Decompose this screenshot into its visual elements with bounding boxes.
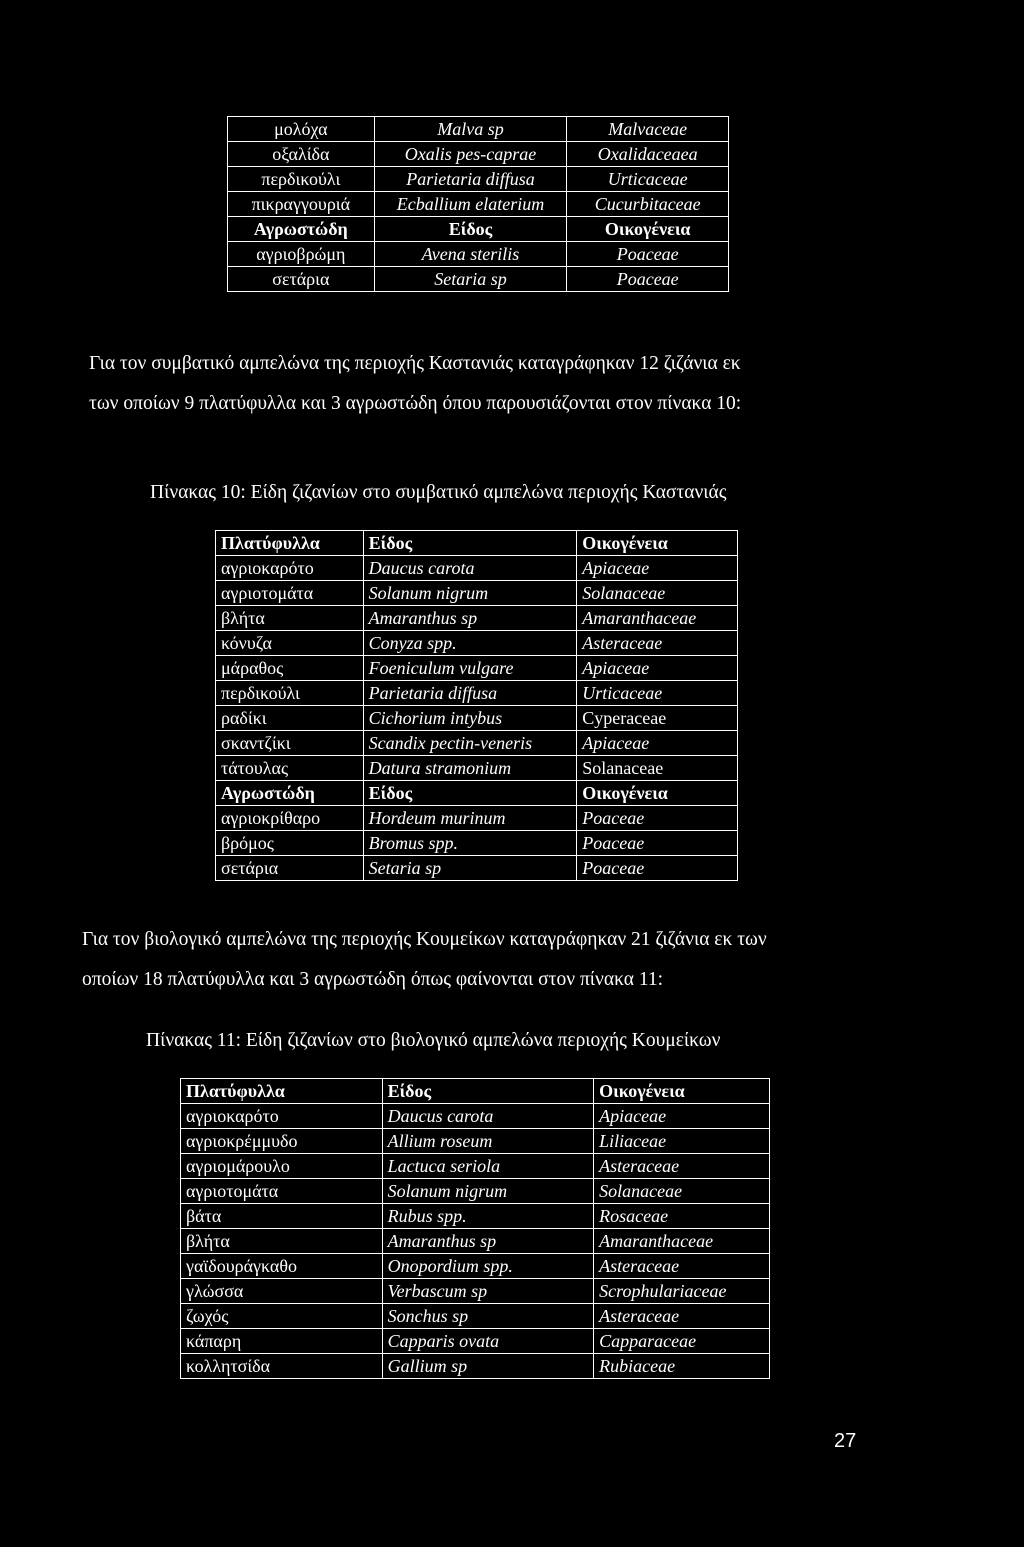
species-cell: Oxalis pes-caprae [374,142,567,167]
table-row [216,606,738,631]
table-row [181,1204,770,1229]
table-row [228,142,729,167]
species-cell: Amaranthus sp [363,606,577,631]
species-cell: Solanum nigrum [382,1179,594,1204]
family-cell: Asteraceae [577,631,738,656]
table-row [216,631,738,656]
family-cell: Cucurbitaceae [567,192,729,217]
family-cell: Asteraceae [594,1304,770,1329]
family-cell: Apiaceae [577,656,738,681]
species-cell: Verbascum sp [382,1279,594,1304]
table-row [216,681,738,706]
family-cell: Scrophulariaceae [594,1279,770,1304]
species-cell: Conyza spp. [363,631,577,656]
common-name-cell: αγριοκρίθαρο [216,806,364,831]
family-cell: Apiaceae [577,556,738,581]
table-11-caption: Πίνακας 11: Είδη ζιζανίων στο βιολογικό αμπελώνα περιοχής Κουμείκων [146,1030,721,1051]
paragraph-koumeikon [82,930,767,950]
family-cell: Οικογένεια [577,531,738,556]
family-cell: Oxalidaceaea [567,142,729,167]
common-name-cell: ραδίκι [216,706,364,731]
table-10 [215,530,738,881]
family-cell: Solanaceae [577,581,738,606]
table-row [181,1154,770,1179]
paragraph-kastanias-cont [89,394,741,414]
family-cell: Amaranthaceae [577,606,738,631]
table-row [216,856,738,881]
family-cell: Liliaceae [594,1129,770,1154]
common-name-cell: γαϊδουράγκαθο [181,1254,383,1279]
common-name-cell: Πλατύφυλλα [216,531,364,556]
table-row [181,1129,770,1154]
family-cell: Poaceae [577,831,738,856]
species-cell: Είδος [363,781,577,806]
paragraph-kastanias [89,354,741,374]
species-cell: Είδος [363,531,577,556]
species-cell: Είδος [382,1079,594,1104]
family-cell: Solanaceae [577,756,738,781]
species-cell: Foeniculum vulgare [363,656,577,681]
species-cell: Rubus spp. [382,1204,594,1229]
family-cell: Cyperaceae [577,706,738,731]
common-name-cell: βλήτα [216,606,364,631]
species-cell: Avena sterilis [374,242,567,267]
table-row [181,1329,770,1354]
common-name-cell: βλήτα [181,1229,383,1254]
page-number: 27 [834,1430,857,1452]
table-row [216,656,738,681]
family-cell: Poaceae [567,267,729,292]
common-name-cell: περδικούλι [228,167,375,192]
common-name-cell: βάτα [181,1204,383,1229]
table-9-continuation [227,116,729,292]
table-row [228,167,729,192]
table-row [216,581,738,606]
common-name-cell: αγριοκαρότο [216,556,364,581]
paragraph-line: οποίων 18 πλατύφυλλα και 3 αγρωστώδη όπως φαίνονται στον πίνακα 11: [82,969,664,990]
family-cell: Rubiaceae [594,1354,770,1379]
table-row [216,806,738,831]
species-cell: Bromus spp. [363,831,577,856]
common-name-cell: σετάρια [228,267,375,292]
species-cell: Parietaria diffusa [363,681,577,706]
family-cell: Οικογένεια [577,781,738,806]
table-11-body [181,1079,770,1379]
family-cell: Οικογένεια [567,217,729,242]
species-cell: Parietaria diffusa [374,167,567,192]
species-cell: Cichorium intybus [363,706,577,731]
table-9-body [228,117,729,292]
species-cell: Daucus carota [382,1104,594,1129]
common-name-cell: αγριοβρώμη [228,242,375,267]
table-row [216,731,738,756]
common-name-cell: σκαντζίκι [216,731,364,756]
common-name-cell: μάραθος [216,656,364,681]
common-name-cell: σετάρια [216,856,364,881]
table-row [228,242,729,267]
table-row [181,1179,770,1204]
paragraph-line: Για τον βιολογικό αμπελώνα της περιοχής Κουμείκων καταγράφηκαν 21 ζιζάνια εκ των [82,929,767,950]
species-cell: Onopordium spp. [382,1254,594,1279]
paragraph-koumeikon-cont [82,970,663,990]
family-cell: Urticaceae [577,681,738,706]
species-cell: Setaria sp [374,267,567,292]
common-name-cell: Αγρωστώδη [228,217,375,242]
family-cell: Poaceae [577,856,738,881]
species-cell: Setaria sp [363,856,577,881]
common-name-cell: Αγρωστώδη [216,781,364,806]
species-cell: Solanum nigrum [363,581,577,606]
family-cell: Malvaceae [567,117,729,142]
species-cell: Daucus carota [363,556,577,581]
table-row [181,1279,770,1304]
common-name-cell: τάτουλας [216,756,364,781]
species-cell: Amaranthus sp [382,1229,594,1254]
common-name-cell: οξαλίδα [228,142,375,167]
species-cell: Datura stramonium [363,756,577,781]
table-header-row [181,1079,770,1104]
family-cell: Poaceae [577,806,738,831]
family-cell: Apiaceae [594,1104,770,1129]
common-name-cell: ζωχός [181,1304,383,1329]
table-header-row [228,217,729,242]
family-cell: Apiaceae [577,731,738,756]
table-10-body [216,531,738,881]
family-cell: Asteraceae [594,1254,770,1279]
table-row [216,831,738,856]
family-cell: Solanaceae [594,1179,770,1204]
table-row [216,756,738,781]
paragraph-line: Για τον συμβατικό αμπελώνα της περιοχής Καστανιάς καταγράφηκαν 12 ζιζάνια εκ [89,353,741,374]
species-cell: Ecballium elaterium [374,192,567,217]
table-row [216,556,738,581]
common-name-cell: πικραγγουριά [228,192,375,217]
common-name-cell: κολλητσίδα [181,1354,383,1379]
species-cell: Sonchus sp [382,1304,594,1329]
common-name-cell: αγριοκαρότο [181,1104,383,1129]
family-cell: Οικογένεια [594,1079,770,1104]
family-cell: Poaceae [567,242,729,267]
species-cell: Hordeum murinum [363,806,577,831]
table-row [181,1354,770,1379]
table-row [228,117,729,142]
common-name-cell: περδικούλι [216,681,364,706]
table-row [181,1104,770,1129]
species-cell: Malva sp [374,117,567,142]
table-header-row [216,781,738,806]
species-cell: Allium roseum [382,1129,594,1154]
table-row [228,267,729,292]
species-cell: Gallium sp [382,1354,594,1379]
common-name-cell: κόνυζα [216,631,364,656]
common-name-cell: αγριοτομάτα [216,581,364,606]
family-cell: Capparaceae [594,1329,770,1354]
table-header-row [216,531,738,556]
family-cell: Asteraceae [594,1154,770,1179]
table-10-caption: Πίνακας 10: Είδη ζιζανίων στο συμβατικό αμπελώνα περιοχής Καστανιάς [150,482,727,503]
family-cell: Urticaceae [567,167,729,192]
table-row [181,1229,770,1254]
common-name-cell: βρόμος [216,831,364,856]
common-name-cell: μολόχα [228,117,375,142]
family-cell: Amaranthaceae [594,1229,770,1254]
table-row [181,1304,770,1329]
species-cell: Είδος [374,217,567,242]
common-name-cell: αγριοτομάτα [181,1179,383,1204]
table-row [181,1254,770,1279]
common-name-cell: αγριοκρέμμυδο [181,1129,383,1154]
table-row [216,706,738,731]
species-cell: Capparis ovata [382,1329,594,1354]
common-name-cell: Πλατύφυλλα [181,1079,383,1104]
common-name-cell: αγριομάρουλο [181,1154,383,1179]
paragraph-line: των οποίων 9 πλατύφυλλα και 3 αγρωστώδη όπου παρουσιάζονται στον πίνακα 10: [89,393,742,414]
common-name-cell: κάπαρη [181,1329,383,1354]
common-name-cell: γλώσσα [181,1279,383,1304]
species-cell: Lactuca seriola [382,1154,594,1179]
species-cell: Scandix pectin-veneris [363,731,577,756]
family-cell: Rosaceae [594,1204,770,1229]
table-row [228,192,729,217]
table-11 [180,1078,770,1379]
